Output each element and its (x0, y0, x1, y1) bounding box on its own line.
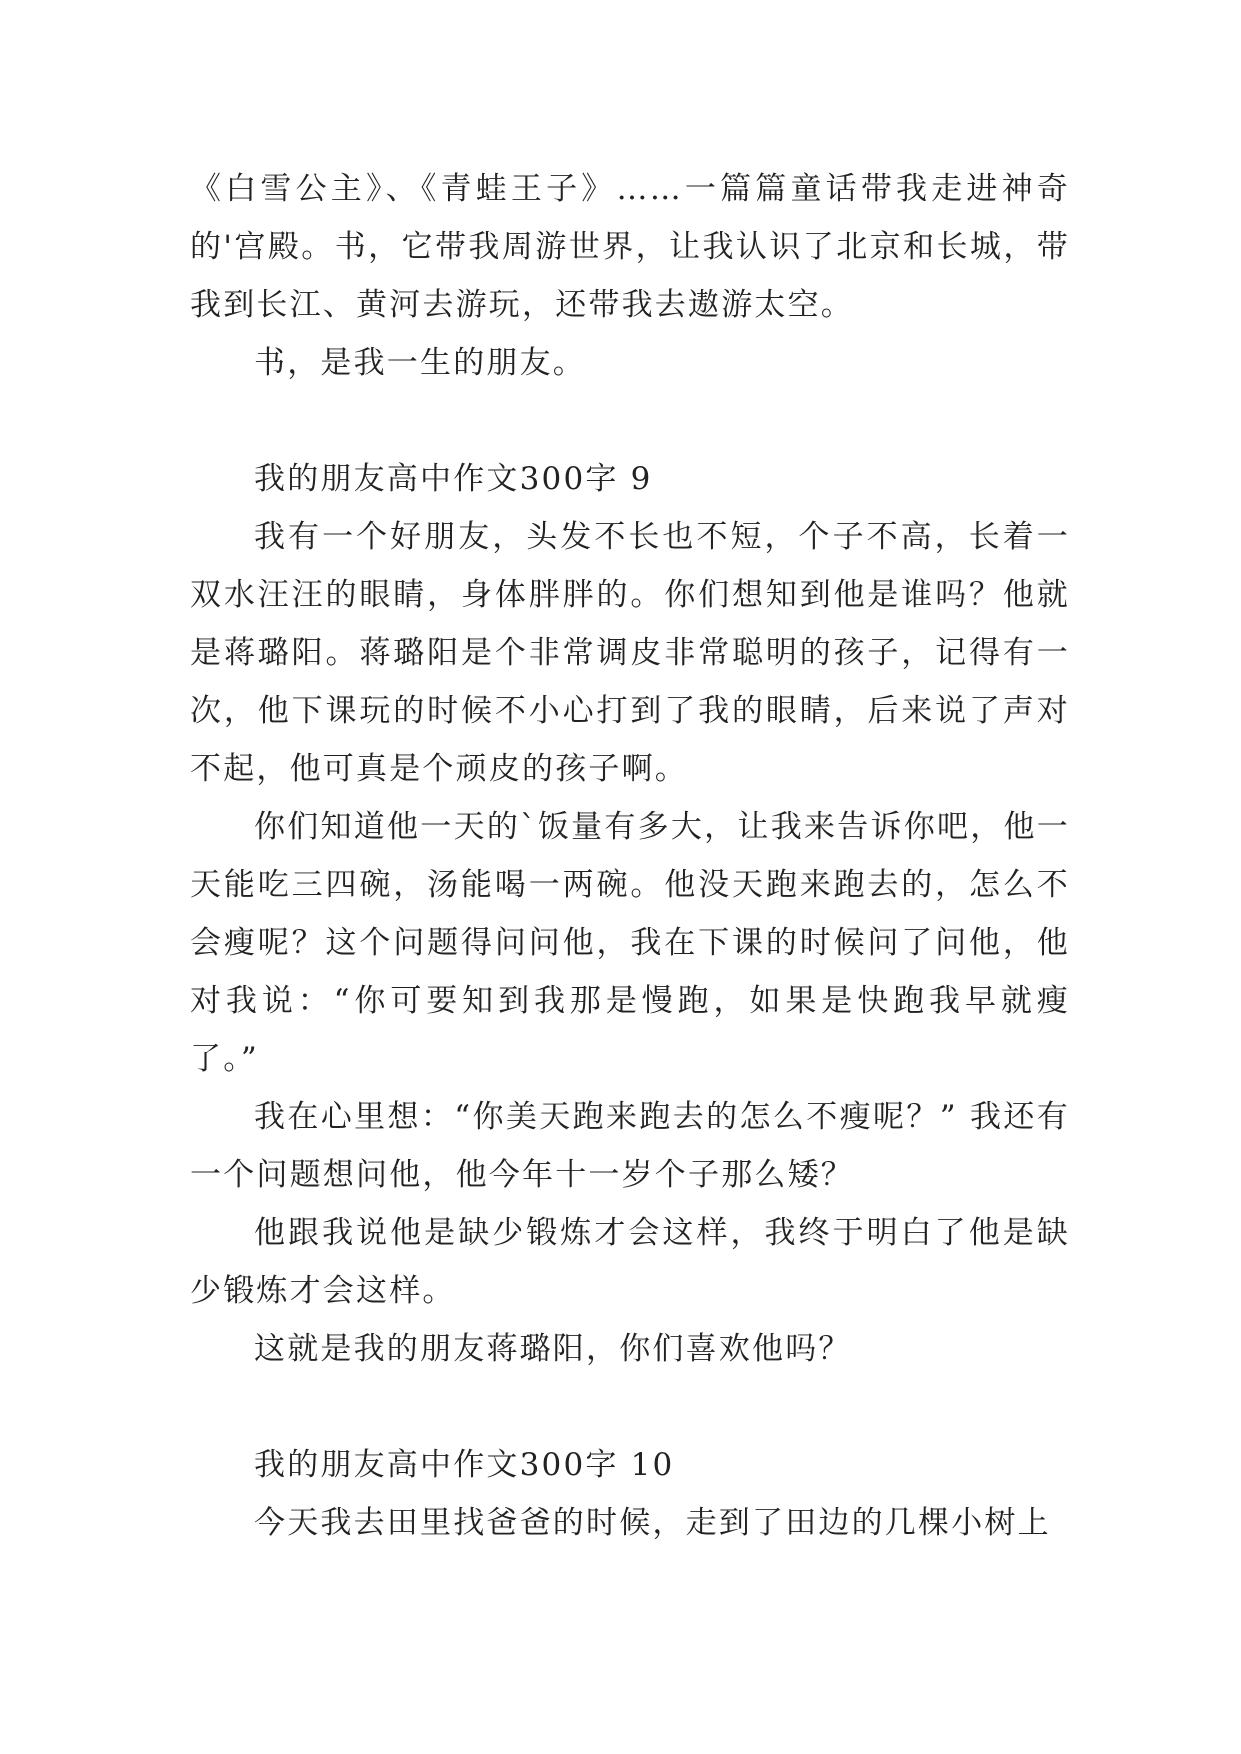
section-gap (190, 392, 1070, 450)
section-9-paragraph: 他跟我说他是缺少锻炼才会这样，我终于明白了他是缺少锻炼才会这样。 (190, 1215, 1070, 1309)
section-9-paragraph: 我有一个好朋友，头发不长也不短，个子不高，长着一双水汪汪的眼睛，身体胖胖的。你们想知到他是谁吗？他就是蒋璐阳。蒋璐阳是个非常调皮非常聪明的孩子，记得有一次，他下课玩的时候不小心打到了我的眼睛，后来说了声对不起，他可真是个顽皮的孩子啊。 (190, 519, 1070, 787)
document-body (190, 160, 1070, 1552)
section-gap (190, 1378, 1070, 1436)
section-9-paragraph: 这就是我的朋友蒋璐阳，你们喜欢他吗？ (254, 1331, 852, 1367)
paragraph-book-friend: 书，是我一生的朋友。 (254, 345, 586, 381)
section-10-title: 我的朋友高中作文300字 10 (254, 1447, 675, 1483)
section-9-paragraph: 我在心里想：“你美天跑来跑去的怎么不瘦呢？” 我还有一个问题想问他，他今年十一岁个子那么矮？ (190, 1099, 1070, 1193)
section-9-paragraph: 你们知道他一天的`饭量有多大，让我来告诉你吧，他一天能吃三四碗，汤能喝一两碗。他没天跑来跑去的，怎么不会瘦呢？这个问题得问问他，我在下课的时候问了问他，他对我说：“你可要知到我那是慢跑，如果是快跑我早就瘦了。” (190, 809, 1070, 1077)
paragraph-fairy-tales: 《白雪公主》、《青蛙王子》……一篇篇童话带我走进神奇的'宫殿。书，它带我周游世界，让我认识了北京和长城，带我到长江、黄河去游玩，还带我去遨游太空。 (190, 171, 1070, 323)
section-9-title: 我的朋友高中作文300字 9 (254, 461, 653, 497)
section-10-paragraph: 今天我去田里找爸爸的时候，走到了田边的几棵小树上 (254, 1505, 1051, 1541)
